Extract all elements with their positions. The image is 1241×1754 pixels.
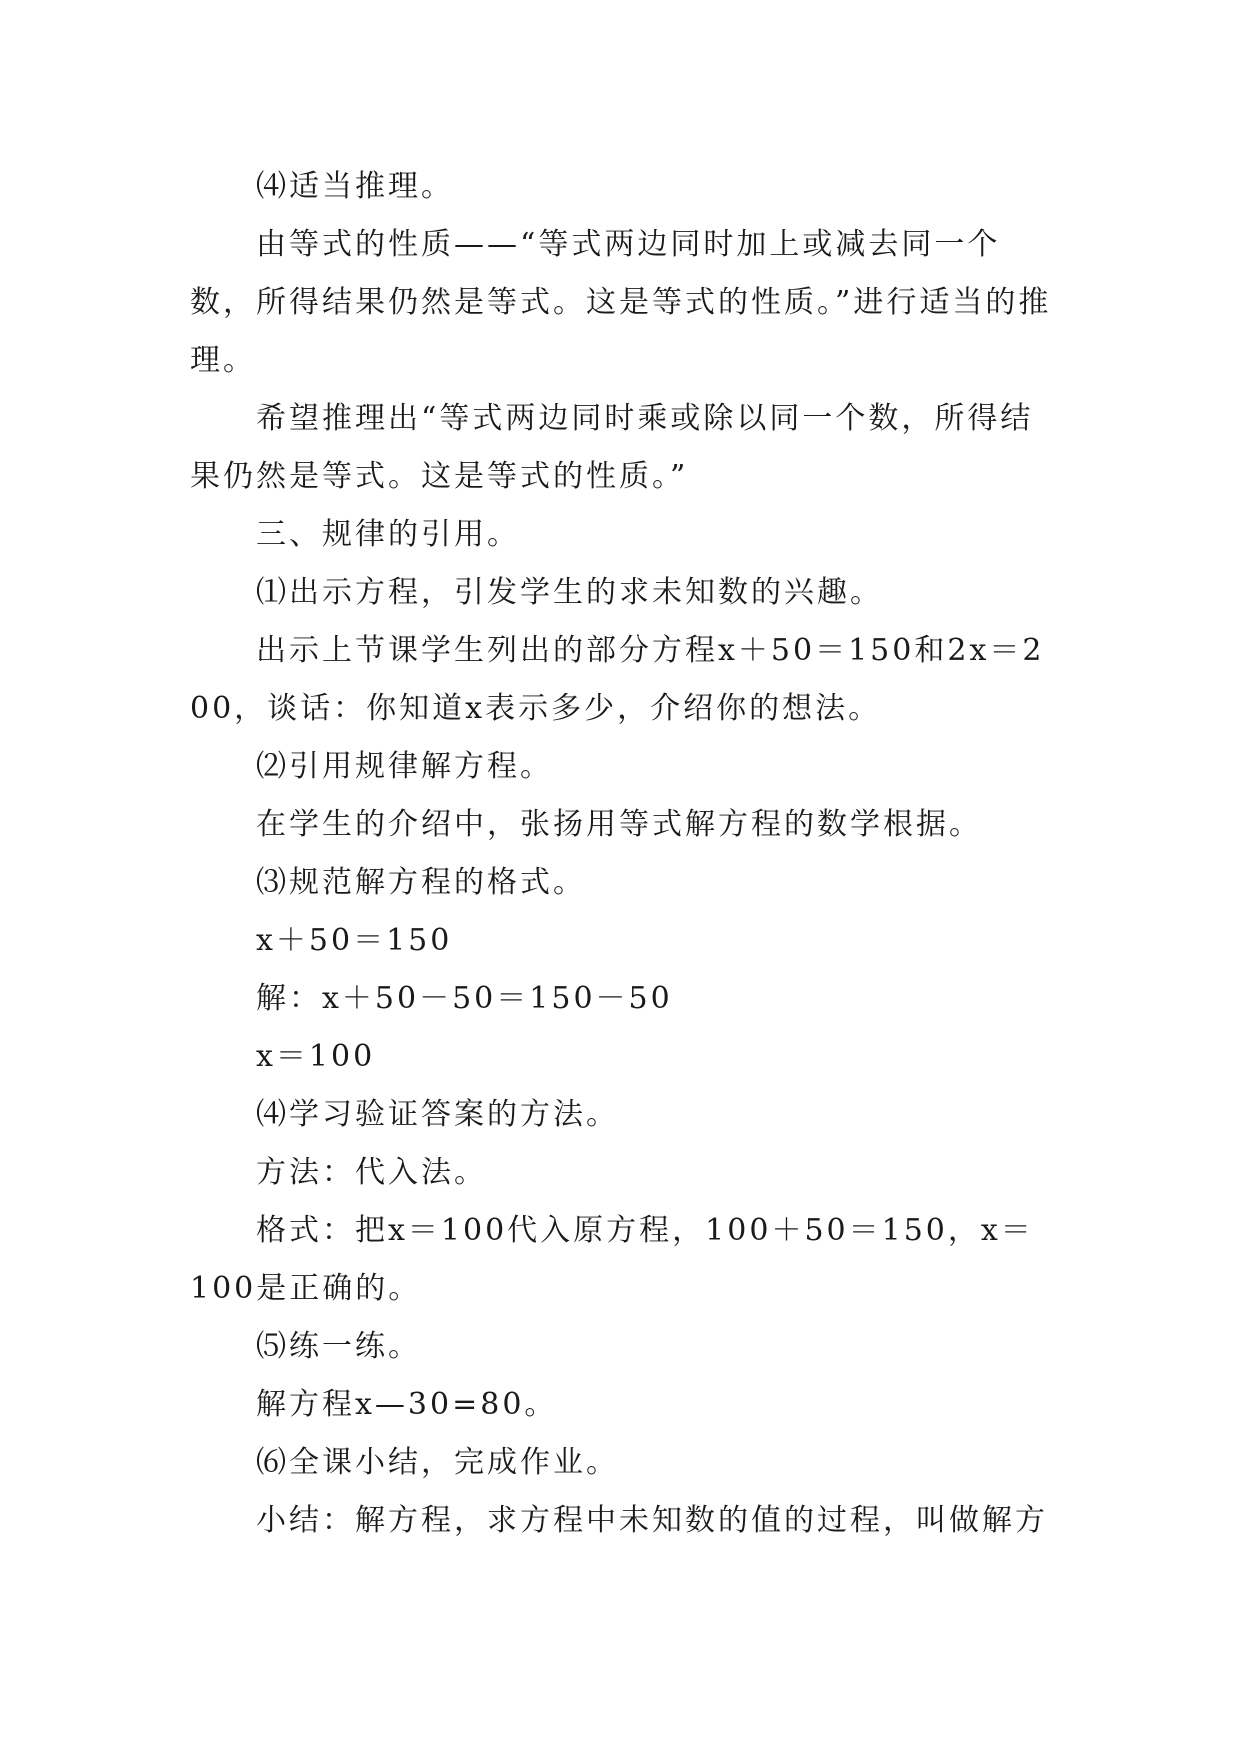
paragraph: ⑵引用规律解方程。 [256, 749, 553, 784]
paragraph: ⑷适当推理。 [256, 169, 454, 204]
paragraph: 解方程x—30=80。 [256, 1387, 558, 1422]
section-heading: 三、规律的引用。 [256, 517, 520, 552]
paragraph: 方法：代入法。 [256, 1155, 487, 1190]
paragraph: ⑶规范解方程的格式。 [256, 865, 586, 900]
paragraph: ⑹全课小结，完成作业。 [256, 1445, 619, 1480]
paragraph: ⑷学习验证答案的方法。 [256, 1097, 619, 1132]
equation-line: 解：x＋50－50＝150－50 [256, 981, 673, 1016]
equation-line: x＋50＝150 [256, 923, 453, 958]
paragraph: ⑸练一练。 [256, 1329, 421, 1364]
paragraph: 出示上节课学生列出的部分方程x＋50＝150和2x＝200，谈话：你知道x表示多少，介绍你的想法。 [190, 633, 1045, 726]
paragraph: 由等式的性质——“等式两边同时加上或减去同一个数，所得结果仍然是等式。这是等式的性质。”进行适当的推理。 [190, 227, 1052, 378]
paragraph: 在学生的介绍中，张扬用等式解方程的数学根据。 [256, 807, 982, 842]
paragraph: 小结：解方程，求方程中未知数的值的过程，叫做解方 [256, 1503, 1048, 1538]
document-body [190, 158, 1052, 1550]
paragraph: ⑴出示方程，引发学生的求未知数的兴趣。 [256, 575, 883, 610]
paragraph: 希望推理出“等式两边同时乘或除以同一个数，所得结果仍然是等式。这是等式的性质。” [190, 401, 1034, 494]
paragraph: 格式：把x＝100代入原方程，100＋50＝150，x＝100是正确的。 [190, 1213, 1034, 1306]
equation-line: x＝100 [256, 1039, 376, 1074]
